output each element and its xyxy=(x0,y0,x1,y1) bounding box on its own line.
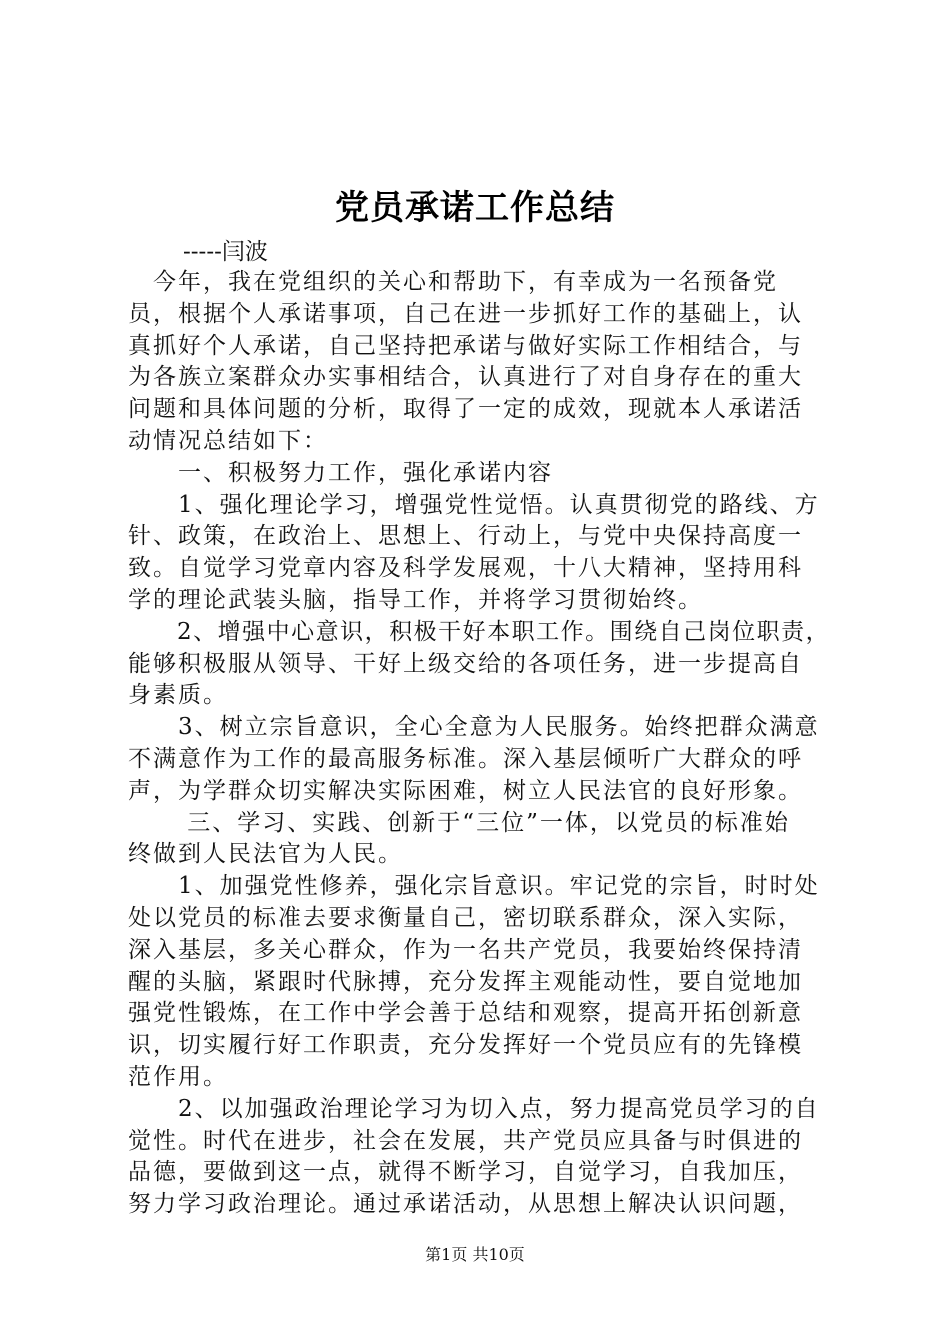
body-line: 问题和具体问题的分析，取得了一定的成效，现就本人承诺活 xyxy=(128,396,803,423)
body-line: 三、学习、实践、创新于“三位”一体，以党员的标准始 xyxy=(128,809,790,836)
body-line: 一、积极努力工作，强化承诺内容 xyxy=(128,459,553,486)
body-line: 1、强化理论学习，增强党性觉悟。认真贯彻党的路线、方 xyxy=(128,491,820,518)
body-line: 觉性。时代在进步，社会在发展，共产党员应具备与时俱进的 xyxy=(128,1127,803,1154)
body-line: 不满意作为工作的最高服务标准。深入基层倾听广大群众的呼 xyxy=(128,745,803,772)
body-line: 为各族立案群众办实事相结合，认真进行了对自身存在的重大 xyxy=(128,364,803,391)
body-line: 强党性锻炼，在工作中学会善于总结和观察，提高开拓创新意 xyxy=(128,1000,803,1027)
body-line: 品德，要做到这一点，就得不断学习，自觉学习，自我加压， xyxy=(128,1159,803,1186)
document-body xyxy=(128,267,836,1221)
body-line: 2、以加强政治理论学习为切入点，努力提高党员学习的自 xyxy=(128,1095,820,1122)
body-line: 员，根据个人承诺事项，自己在进一步抓好工作的基础上，认 xyxy=(128,300,803,327)
author-line: -----闫波 xyxy=(183,239,268,265)
document-title: 党员承诺工作总结 xyxy=(335,188,615,228)
body-line: 针、政策，在政治上、思想上、行动上，与党中央保持高度一 xyxy=(128,523,803,550)
body-line: 动情况总结如下： xyxy=(128,427,328,454)
body-line: 致。自觉学习党章内容及科学发展观，十八大精神，坚持用科 xyxy=(128,555,803,582)
body-line: 学的理论武装头脑，指导工作，并将学习贯彻始终。 xyxy=(128,586,703,613)
body-line: 能够积极服从领导、干好上级交给的各项任务，进一步提高自 xyxy=(128,650,803,677)
body-line: 终做到人民法官为人民。 xyxy=(128,841,403,868)
body-line: 处以党员的标准去要求衡量自己，密切联系群众，深入实际， xyxy=(128,904,803,931)
body-line: 范作用。 xyxy=(128,1063,228,1090)
body-line: 今年，我在党组织的关心和帮助下，有幸成为一名预备党 xyxy=(128,269,778,295)
body-line: 声，为学群众切实解决实际困难，树立人民法官的良好形象。 xyxy=(128,777,803,804)
body-line: 3、树立宗旨意识，全心全意为人民服务。始终把群众满意 xyxy=(128,714,820,741)
body-line: 深入基层，多关心群众，作为一名共产党员，我要始终保持清 xyxy=(128,936,803,963)
body-line: 2、增强中心意识，积极干好本职工作。围绕自己岗位职责， xyxy=(128,618,831,645)
body-line: 1、加强党性修养，强化宗旨意识。牢记党的宗旨，时时处 xyxy=(128,873,820,900)
body-line: 身素质。 xyxy=(128,682,228,709)
body-line: 醒的头脑，紧跟时代脉搏，充分发挥主观能动性，要自觉地加 xyxy=(128,968,803,995)
page-footer: 第1页 共10页 xyxy=(425,1245,525,1264)
body-line: 识，切实履行好工作职责，充分发挥好一个党员应有的先锋模 xyxy=(128,1032,803,1059)
body-line: 真抓好个人承诺，自己坚持把承诺与做好实际工作相结合，与 xyxy=(128,332,803,359)
body-line: 努力学习政治理论。通过承诺活动，从思想上解决认识问题， xyxy=(128,1191,803,1218)
